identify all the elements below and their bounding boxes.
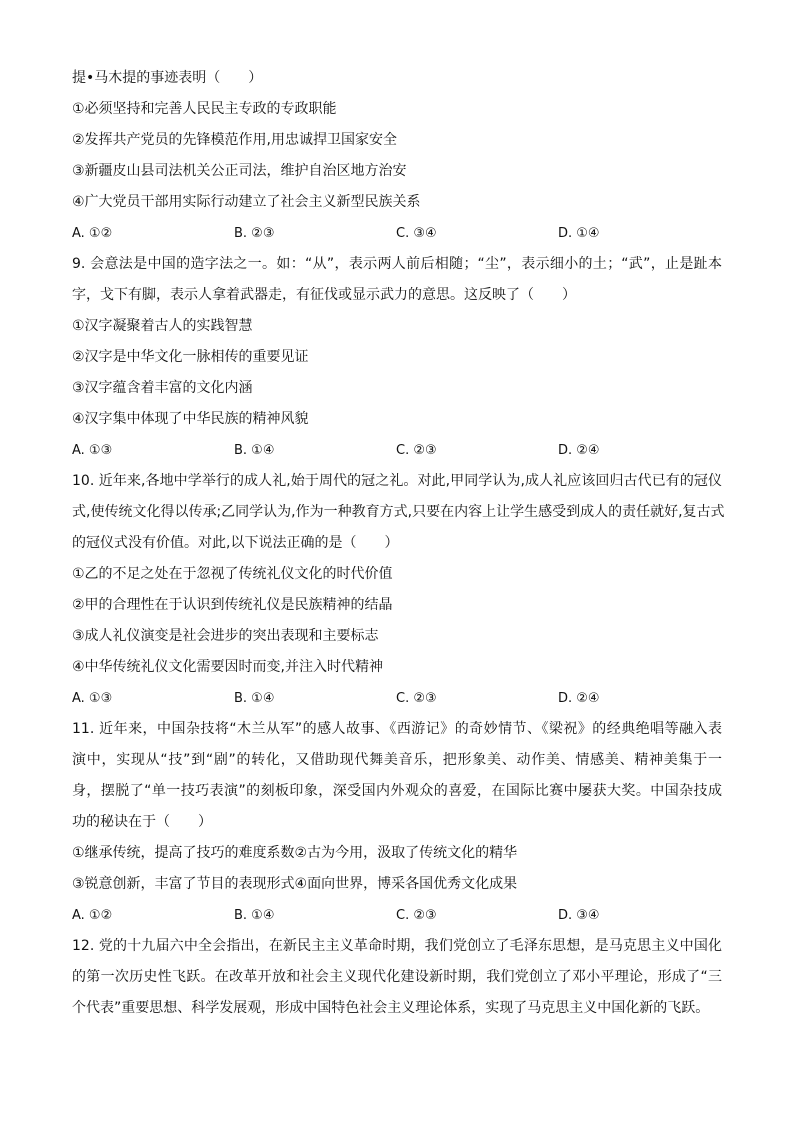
question-11 [72, 714, 722, 931]
question-10-item-2: ②甲的合理性在于认识到传统礼仪是民族精神的结晶 [72, 597, 393, 613]
question-9 [72, 249, 722, 466]
question-9-item-1: ①汉字凝聚着古人的实践智慧 [72, 318, 253, 334]
question-8 [72, 63, 722, 249]
question-8-item-1: ①必须坚持和完善人民民主专政的专政职能 [72, 101, 337, 117]
question-10-stem-line-2: 式,使传统文化得以传承;乙同学认为,作为一种教育方式,只要在内容上让学生感受到成人的责任就好,复古式 [72, 504, 725, 520]
question-10-item-3: ③成人礼仪演变是社会进步的突出表现和主要标志 [72, 628, 379, 644]
question-12-stem-line-2: 的第一次历史性飞跃。在改革开放和社会主义现代化建设新时期，我们党创立了邓小平理论，形成了“三 [72, 969, 722, 985]
exam-page [72, 63, 725, 1024]
question-9-item-4: ④汉字集中体现了中华民族的精神风貌 [72, 411, 309, 427]
question-8-options [72, 218, 722, 249]
question-11-stem-line-2: 演中，实现从“技”到“剧”的转化，又借助现代舞美音乐，把形象美、动作美、情感美、精神美集于一 [72, 752, 722, 768]
question-9-stem-line-1: 9. 会意法是中国的造字法之一。如：“从”，表示两人前后相随；“尘”，表示细小的土；“武”，止是趾本 [72, 256, 722, 272]
question-11-options [72, 900, 722, 931]
question-8-item-2: ②发挥共产党员的先锋模范作用,用忠诚捍卫国家安全 [72, 132, 397, 148]
option-c[interactable]: C. ②③ [396, 908, 437, 923]
question-9-options [72, 435, 722, 466]
option-a[interactable]: A. ①③ [72, 443, 113, 458]
question-11-stem-line-3: 身，摆脱了“单一技巧表演”的刻板印象，深受国内外观众的喜爱，在国际比赛中屡获大奖。中国杂技成 [72, 783, 722, 799]
question-12 [72, 931, 722, 1024]
option-b[interactable]: B. ①④ [234, 908, 275, 923]
question-11-stem-line-1: 11. 近年来，中国杂技将“木兰从军”的感人故事、《西游记》的奇妙情节、《梁祝》的经典绝唱等融入表 [72, 721, 722, 737]
question-9-stem-line-2: 字，戈下有脚，表示人拿着武器走，有征伐或显示武力的意思。这反映了（ ） [72, 287, 576, 303]
question-11-item-row-1: ①继承传统，提高了技巧的难度系数②古为今用，汲取了传统文化的精华 [72, 845, 518, 861]
question-12-stem-line-3: 个代表”重要思想、科学发展观，形成中国特色社会主义理论体系，实现了马克思主义中国化新的飞跃。 [72, 1000, 710, 1016]
question-9-item-2: ②汉字是中华文化一脉相传的重要见证 [72, 349, 309, 365]
question-8-stem-tail: 提•马木提的事迹表明（ ） [72, 70, 263, 86]
question-9-item-3: ③汉字蕴含着丰富的文化内涵 [72, 380, 253, 396]
question-10-item-1: ①乙的不足之处在于忽视了传统礼仪文化的时代价值 [72, 566, 393, 582]
question-10 [72, 466, 725, 714]
option-c[interactable]: C. ③④ [396, 226, 437, 241]
option-a[interactable]: A. ①② [72, 226, 113, 241]
option-d[interactable]: D. ②④ [558, 691, 600, 706]
question-8-item-3: ③新疆皮山县司法机关公正司法，维护自治区地方治安 [72, 163, 407, 179]
question-11-stem-line-4: 功的秘诀在于（ ） [72, 814, 212, 830]
option-b[interactable]: B. ①④ [234, 691, 275, 706]
question-8-item-4: ④广大党员干部用实际行动建立了社会主义新型民族关系 [72, 194, 421, 210]
option-c[interactable]: C. ②③ [396, 691, 437, 706]
option-d[interactable]: D. ②④ [558, 443, 600, 458]
option-b[interactable]: B. ②③ [234, 226, 275, 241]
question-11-item-row-2: ③锐意创新，丰富了节目的表现形式④面向世界，博采各国优秀文化成果 [72, 876, 518, 892]
option-c[interactable]: C. ②③ [396, 443, 437, 458]
question-10-stem-line-1: 10. 近年来,各地中学举行的成人礼,始于周代的冠之礼。对此,甲同学认为,成人礼应该回归古代已有的冠仪 [72, 473, 722, 489]
question-10-stem-line-3: 的冠仪式没有价值。对此,以下说法正确的是（ ） [72, 535, 399, 551]
question-12-stem-line-1: 12. 党的十九届六中全会指出，在新民主主义革命时期，我们党创立了毛泽东思想，是马克思主义中国化 [72, 938, 722, 954]
option-b[interactable]: B. ①④ [234, 443, 275, 458]
option-a[interactable]: A. ①② [72, 908, 113, 923]
question-10-item-4: ④中华传统礼仪文化需要因时而变,并注入时代精神 [72, 659, 383, 675]
question-10-options [72, 683, 722, 714]
option-a[interactable]: A. ①③ [72, 691, 113, 706]
option-d[interactable]: D. ③④ [558, 908, 600, 923]
option-d[interactable]: D. ①④ [558, 226, 600, 241]
